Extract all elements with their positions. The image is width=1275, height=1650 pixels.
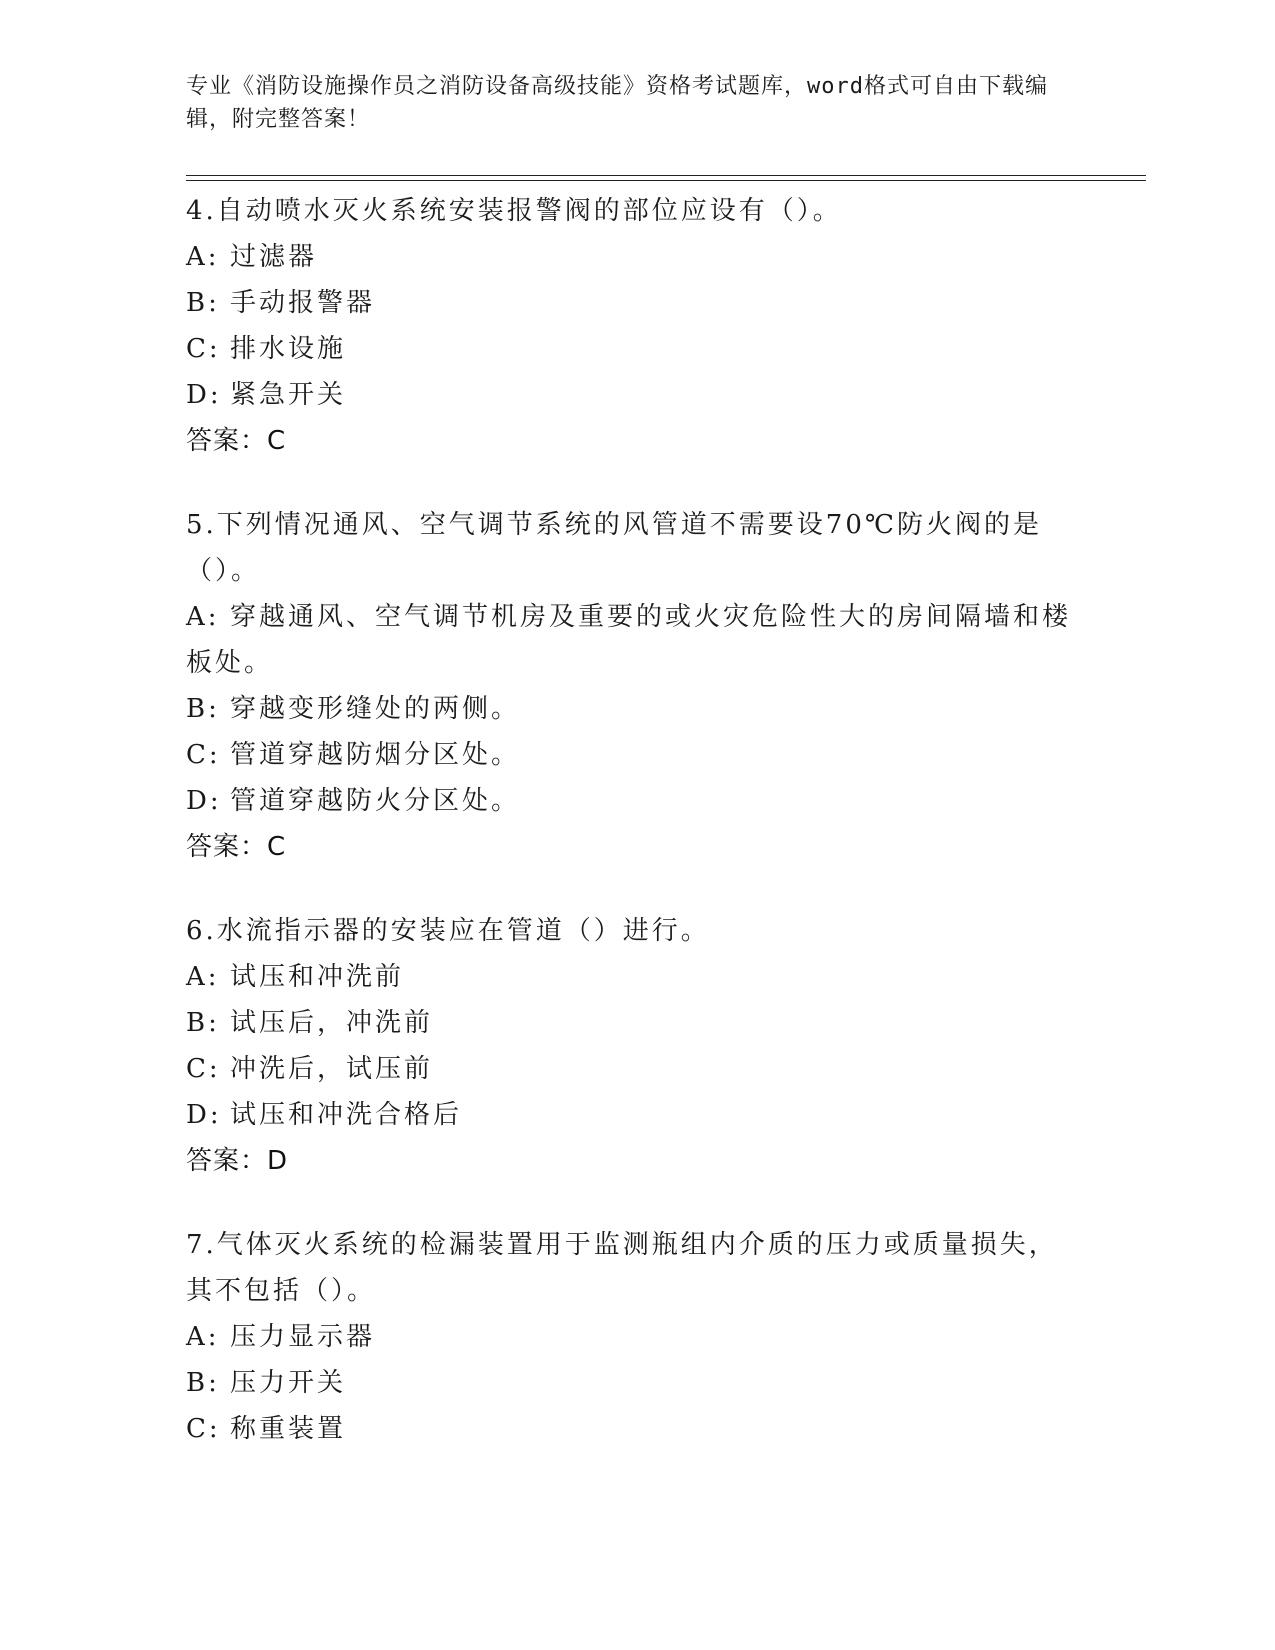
option-text: 试压和冲洗前 [230, 962, 405, 992]
option-letter: A: [186, 1322, 220, 1352]
option-c [186, 732, 1086, 778]
option-letter: A: [186, 602, 220, 632]
question-item [186, 1222, 1086, 1452]
option-text: 过滤器 [230, 242, 318, 272]
question-text: 4.自动喷水灭火系统安装报警阀的部位应设有（）。 [186, 196, 842, 226]
option-b [186, 1000, 1086, 1046]
option-letter: D: [186, 380, 222, 410]
option-a [186, 954, 1086, 1000]
option-text: 排水设施 [230, 334, 347, 364]
question-item [186, 502, 1086, 870]
option-a [186, 234, 1086, 280]
option-c [186, 1406, 1086, 1452]
option-text: 穿越变形缝处的两侧。 [230, 694, 521, 724]
option-text: 手动报警器 [230, 288, 376, 318]
question-item [186, 908, 1086, 1184]
option-a [186, 594, 1086, 686]
option-b [186, 686, 1086, 732]
option-d [186, 372, 1086, 418]
question-text: 7.气体灭火系统的检漏装置用于监测瓶组内介质的压力或质量损失，其不包括（）。 [186, 1230, 1058, 1306]
option-c [186, 1046, 1086, 1092]
option-letter: C: [186, 740, 221, 770]
option-letter: B: [186, 1368, 220, 1398]
option-text: 管道穿越防火分区处。 [230, 786, 521, 816]
header-divider-bottom [186, 180, 1146, 181]
option-text: 压力开关 [230, 1368, 347, 1398]
question-item [186, 188, 1086, 464]
question-text: 6.水流指示器的安装应在管道（）进行。 [186, 916, 710, 946]
option-letter: C: [186, 1054, 221, 1084]
option-letter: B: [186, 694, 220, 724]
option-text: 穿越通风、空气调节机房及重要的或火灾危险性大的房间隔墙和楼板处。 [186, 602, 1072, 678]
header-divider-top [186, 175, 1146, 176]
option-text: 称重装置 [230, 1414, 347, 1444]
option-text: 管道穿越防烟分区处。 [230, 740, 521, 770]
option-letter: C: [186, 1414, 221, 1444]
answer-line: 答案：D [186, 1146, 289, 1176]
document-header: 专业《消防设施操作员之消防设备高级技能》资格考试题库，word格式可自由下载编辑，附完整答案！ [186, 74, 1048, 132]
option-d [186, 1092, 1086, 1138]
question-text: 5.下列情况通风、空气调节系统的风管道不需要设70℃防火阀的是（）。 [186, 510, 1042, 586]
option-b [186, 1360, 1086, 1406]
option-text: 试压后，冲洗前 [230, 1008, 434, 1038]
option-letter: B: [186, 288, 220, 318]
option-d [186, 778, 1086, 824]
question-list [186, 188, 1086, 1490]
option-letter: A: [186, 242, 220, 272]
option-text: 紧急开关 [230, 380, 347, 410]
option-b [186, 280, 1086, 326]
option-letter: A: [186, 962, 220, 992]
option-letter: D: [186, 1100, 222, 1130]
option-text: 压力显示器 [230, 1322, 376, 1352]
option-text: 试压和冲洗合格后 [230, 1100, 463, 1130]
answer-line: 答案：C [186, 832, 287, 862]
option-c [186, 326, 1086, 372]
option-a [186, 1314, 1086, 1360]
option-letter: C: [186, 334, 221, 364]
option-letter: D: [186, 786, 222, 816]
option-text: 冲洗后，试压前 [230, 1054, 434, 1084]
option-letter: B: [186, 1008, 220, 1038]
answer-line: 答案：C [186, 426, 287, 456]
